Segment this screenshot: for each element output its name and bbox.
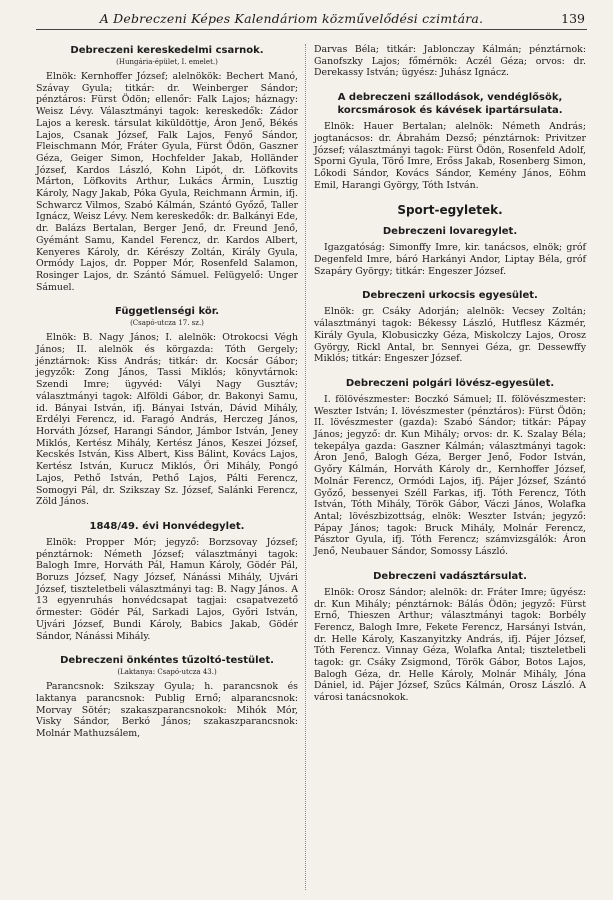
running-title: A Debreczeni Képes Kalendáriom közművelődési czimtára. <box>99 11 484 26</box>
section-sport-egyletek <box>314 203 586 218</box>
section-tuzolto-testulet <box>36 654 298 740</box>
section-text: Parancsnok: Szikszay Gyula; h. parancsnok és laktanya parancsnok: Publig Ernő; alparancsnok: Morvay Sötér; szakaszparancsnokok: Mihók Mór, Visky Sándor, Berkó János; szakaszparancsnok: Molnár Mathuzsálem, <box>36 681 298 740</box>
section-lovaregylet <box>314 225 586 277</box>
section-loveszegyesulet <box>314 377 586 558</box>
page-number: 139 <box>561 11 585 26</box>
section-text: Elnök: gr. Csáky Adorján; alelnök: Vecsey Zoltán; választmányi tagok: Békessy László, Hutflesz Kázmér, Király Gyula, Klobusiczky Géza, Miskolczy Lajos, Orosz György, Rickl Antal, br. Sennyei Géza, gr. Dessewffy Miklós; titkár: Engeszer József. <box>314 306 586 365</box>
section-title: Debreczeni önkéntes tűzoltó-testület. <box>60 655 274 667</box>
left-column <box>36 44 298 740</box>
section-text: Elnök: Propper Mór; jegyző: Borzsovay József; pénztárnok: Németh József; választmányi tagok: Balogh Imre, Horváth Pál, Hamun Károly, Gödér Pál, Boruzs József, Nagy József, Nánássi Mihály, Ujvári József, tiszteletbeli választmányi tag: B. Nagy János. A 13 egyenruhás honvédcsapat tagjai: csapatvezető őrmester: Gödér Pál, Sarkadi Lajos, Győri István, Ujvári József, Bundi Károly, Babics Jakab, Gödér Sándor, Nánássi Mihály. <box>36 536 298 642</box>
section-text: I. fölövészmester: Boczkó Sámuel; II. fölövészmester: Weszter István; I. lövészmester (pénztáros): Fürst Ödön; II. lövészmester (gazda): Szabó Sándor; titkár: Pápay János; jegyző: dr. Kun Mihály; orvos: dr. K. Szalay Béla; tekepálya gazda: Gaszner Kálmán; választmányi tagok: Áron Jenő, Balogh Géza, Berger Jenő, Fodor István, Győry Kálmán, Horváth Károly dr., Kernhoffer József, Molnár Ferencz, Ormódi Lajos, ifj. Pájer József, Szántó Győző, bessenyei Széll Farkas, ifj. Tóth Ferencz, Tóth István, Tóth Mihály, Török Gábor, Váczi János, Wolafka Antal; lövészbizottság, elnök: Weszter István; jegyző: Pápay János; tagok: Bruck Mihály, Molnár Ferencz, Pásztor Gyula, ifj. Tóth Ferencz; számvizsgálók: Áron Jenő, Neubauer Sándor, Somossy László. <box>314 393 586 558</box>
section-title: Debreczeni kereskedelmi csarnok. <box>70 45 264 56</box>
section-szallodasok <box>314 91 586 191</box>
section-title: Debreczeni lovaregylet. <box>382 226 518 238</box>
section-text: Elnök: B. Nagy János; I. alelnök: Otrokocsi Végh János; II. alelnök és körgazda: Tóth Gergely; jénztárnok: Kiss András; titkár: dr. Kocsár Gábor; jegyzők: Zong János, Tassi Miklós; könyvtárnok: Szendi Imre; ügyvéd: Vályi Nagy Gusztáv; választmányi tagok: Alföldi Gábor, dr. Bakonyi Samu, id. Bányai István, ifj. Bányai István, Dávid Mihály, Erdélyi Ferencz, id. Faragó András, Herczeg János, Horváth József, Harangi Sándor, Jámbor István, Jeney Miklós, Kertész Mihály, Kertész János, Keszei József, Kecskés István, Kiss Albert, Kiss Bálint, Kovács Lajos, Kertész István, Kurucz Miklós, Őri Mihály, Pongó Lajos, Pethő István, Pethő Lajos, Pálti Ferencz, Somogyi Pál, dr. Szikszay Sz. József, Salánki Ferencz, Zöld János. <box>36 332 298 508</box>
page-header <box>36 9 587 30</box>
section-title: Sport-egyletek. <box>397 203 503 218</box>
section-urkocsis <box>314 289 586 365</box>
section-title: A debreczeni szállodások, vendéglősök, korcsmárosok és kávések ipartársulata. <box>337 92 563 117</box>
section-text: Elnök: Hauer Bertalan; alelnök: Németh András; jogtanácsos: dr. Ábrahám Dezső; pénztárnok: Privitzer József; választmányi tagok: Fürst Ödön, Rosenfeld Adolf, Sporni Gyula, Törő Imre, Erőss Jakab, Rosenberg Simon, Lőkodi Sándor, Kovács Sándor, Kemény János, Eöhm Emil, Harangi György, Tóth István. <box>314 121 586 191</box>
section-text: Darvas Béla; titkár: Jablonczay Kálmán; pénztárnok: Ganofszky Lajos; főmérnök: Aczél Géza; orvos: dr. Derekassy István; ügyész: Juhász Ignácz. <box>314 44 586 79</box>
section-text: Elnök: Kernhoffer József; alelnökök: Bechert Manó, Szávay Gyula; titkár: dr. Weinberger Sándor; pénztáros: Fürst Ödön; ellenőr: Falk Lajos; háznagy: Weisz Lévy. Választmányi tagok: kereskedők: Zádor Lajos a keresk. társulat kiküldöttje, Áron Jenő, Békés Lajos, Csanak József, Falk Lajos, Fenyő Sándor, Fleischmann Mór, Fráter Gyula, Fürst Ödön, Gaszner Géza, Geiger Simon, Hochfelder Jakab, Holländer József, Kardos László, Kohn Lipót, dr. Löfkovits Márton, Löfkovits Arthur, Lukács Ármin, Lusztig Károly, Nagy Jakab, Póka Gyula, Reichmann Ármin, ifj. Schwarcz Vilmos, Szabó Kálmán, Szántó Győző, Taller Ignácz, Weisz Lévy. Nem kereskedők: dr. Balkányi Ede, dr. Balázs Bertalan, Berger Jenő, dr. Freund Jenő, Gyémánt Samu, Kandel Ferencz, dr. Kardos Albert, Kenyeres Károly, dr. Kérészy Zoltán, Király Gyula, Ormódy Lajos, dr. Popper Mór, Rosenfeld Salamon, Rosinger Lajos, dr. Szántó Sámuel. Felügyelő: Unger Sámuel. <box>36 71 298 293</box>
section-vadasztarsulat <box>314 570 586 704</box>
section-title: 1848/49. évi Honvédegylet. <box>89 520 245 532</box>
section-kereskedelmi-csarnok <box>36 44 298 293</box>
section-title: Debreczeni vadásztársulat. <box>373 570 527 582</box>
section-fuggetlensegi-kor <box>36 305 298 508</box>
section-subtitle: (Csapó-utcza 17. sz.) <box>130 319 204 328</box>
section-subtitle: (Hungária-épület, I. emelet.) <box>116 58 218 66</box>
section-honvedegylet <box>36 520 298 642</box>
section-continued <box>314 44 586 79</box>
section-title: Függetlenségi kör. <box>114 306 220 318</box>
column-divider <box>305 44 306 890</box>
section-title: Debreczeni polgári lövész-egyesület. <box>345 377 555 389</box>
section-subtitle: (Laktanya: Csapó-utcza 43.) <box>117 668 217 677</box>
section-title: Debreczeni urkocsis egyesület. <box>362 290 538 302</box>
section-text: Igazgatóság: Simonffy Imre, kir. tanácsos, elnök; gróf Degenfeld Imre, báró Harkányi Andor, Liptay Béla, gróf Szapáry György; titkár: Engeszer József. <box>314 242 586 277</box>
section-text: Elnök: Orosz Sándor; alelnök: dr. Fráter Imre; ügyész: dr. Kun Mihály; pénztárnok: Bálás Ödön; jegyző: Fürst Ernő, Thieszen Arthur; választmányi tagok: Borbély Ferencz, Balogh Imre, Fekete Ferencz, Harsányi István, dr. Helle Károly, Kaszanyitzky András, ifj. Pájer József, Tóth Ferencz. Vinnay Géza, Wolafka Antal; tiszteletbeli tagok: gr. Csáky Zsigmond, Török Gábor, Botos Lajos, Balogh Géza, dr. Helle Károly, Molnár Mihály, Jóna Dániel, id. Pájer József, Szűcs Kálmán, Orosz László. A városi tanácsnokok. <box>314 586 586 704</box>
right-column <box>314 44 586 704</box>
